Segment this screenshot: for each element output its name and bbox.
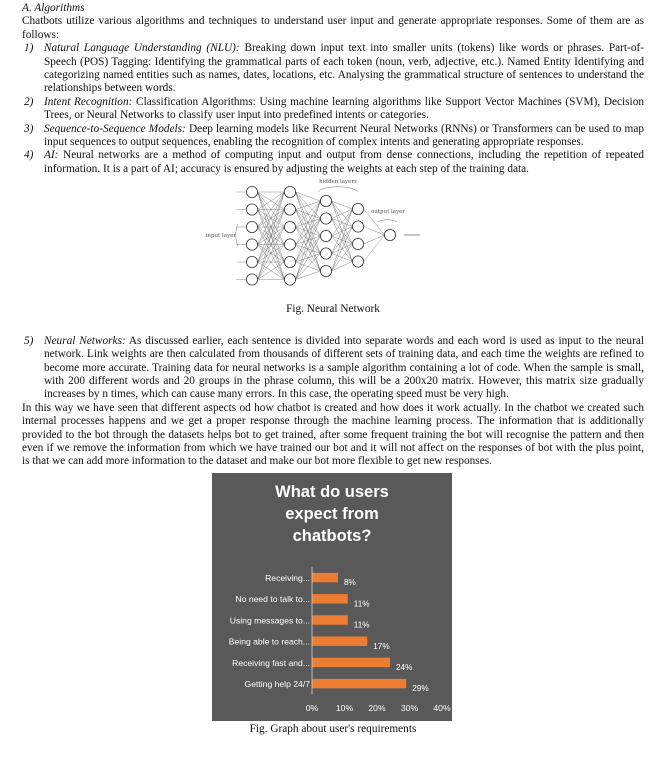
nn-connection: [296, 236, 321, 280]
data-bar: [312, 615, 348, 625]
category-label: Getting help 24/7: [244, 678, 310, 689]
input-node: [246, 187, 257, 198]
item-number: 3): [24, 122, 34, 135]
figure-caption: Fig. Neural Network: [286, 303, 380, 316]
nn-connection: [296, 201, 321, 280]
paper-page: [22, 2, 644, 736]
data-bar: [312, 594, 348, 604]
item-term: Sequence-to-Sequence Models:: [44, 122, 186, 135]
category-label: Using messages to...: [229, 615, 310, 626]
nn-connection: [296, 192, 321, 201]
item-term: Intent Recognition:: [44, 95, 133, 108]
item-text: As discussed earlier, each sentence is divided into separate words and each word is used as input to the neural network. Link weights are then calculated from thousands of different sets of training data, and each time the weights are refined to become more accurate. Training data for neural networks is a sample algorithm containing a lot of code. When the sample is small, with 200 different words and 20 groups in the phrase column, this will be a 200x20 matrix. However, this matrix size gradually increases by n times, which can cause many errors. In this case, the operating speed must be very high.: [44, 334, 644, 401]
input-node: [246, 204, 257, 215]
x-tick-label: 0%: [305, 702, 319, 713]
item-number: 1): [24, 42, 34, 55]
input-node: [246, 274, 257, 285]
hidden-node: [284, 222, 295, 233]
item-text: Classification Algorithms: Using machine learning algorithms like Support Vector Machines (SVM), Decision Trees, or Neural Networks to classify user input into predefined intents or categories.: [44, 95, 644, 122]
intro-paragraph: Chatbots utilize various algorithms and techniques to understand user input and generate appropriate responses. Some of them are as follows:: [22, 15, 644, 41]
item-number: 5): [24, 334, 34, 347]
input-node: [246, 222, 257, 233]
data-label: 29%: [412, 683, 429, 693]
item-text: Deep learning models like Recurrent Neural Networks (RNNs) or Transformers can be used to map input sequences to output sequences, enabling the recognition of complex intents and generating appropriate responses.: [44, 122, 644, 149]
section-heading: A. Algorithms: [22, 2, 85, 14]
hidden-node: [320, 266, 331, 277]
hidden-node: [320, 196, 331, 207]
list-item: [22, 123, 644, 150]
neural-network-figure: [22, 179, 644, 301]
nn-connection: [364, 235, 385, 262]
hidden-node: [352, 256, 363, 267]
list-item: [22, 42, 644, 96]
data-bar: [312, 636, 367, 646]
nn-connection: [364, 227, 385, 236]
nn-connection: [296, 201, 321, 210]
nn-connection: [364, 235, 385, 244]
x-tick-label: 40%: [433, 702, 451, 713]
x-tick-label: 20%: [368, 702, 386, 713]
hidden-node: [352, 221, 363, 232]
data-label: 11%: [353, 620, 370, 630]
hidden-node: [284, 257, 295, 268]
algorithm-list-continued: [22, 335, 644, 402]
nn-connection: [296, 201, 321, 245]
chart-title-line: expect from: [285, 504, 379, 523]
chart-title-line: What do users: [275, 482, 389, 501]
category-label: No need to talk to...: [235, 593, 310, 604]
x-tick-label: 30%: [400, 702, 419, 713]
bar-chart: [212, 473, 452, 721]
nn-connection: [332, 227, 353, 272]
figure-caption: Fig. Graph about user's requirements: [249, 722, 417, 735]
hidden-node: [352, 239, 363, 250]
hidden-node: [320, 231, 331, 242]
item-term: Natural Language Understanding (NLU):: [44, 42, 240, 55]
input-node: [246, 239, 257, 250]
data-label: 17%: [373, 641, 390, 651]
output-bracket: [378, 220, 397, 222]
item-number: 2): [24, 95, 34, 108]
list-item: [22, 96, 644, 123]
closing-paragraph: In this way we have seen that different aspects od how chatbot is created and how does it work actually. In the chatbot we created such internal processes happens and we get a proper response through the machine learning process. The information that is additionally provided to the bot through the datasets helps bot to get trained, after some frequent training the bot will recognise the pattern and then even if we remove the information from which we have trained our bot and it will not affect on the responses of bot with the plus point, is that we can add more information to the dataset and make our bot more flexible to get new responses.: [22, 401, 644, 468]
output-layer-label: output layer: [370, 209, 406, 216]
input-node: [246, 257, 257, 268]
data-bar: [312, 573, 338, 583]
nn-connection: [332, 262, 353, 272]
hidden-node: [284, 274, 295, 285]
hidden-node: [284, 239, 295, 250]
item-text: Breaking down input text into smaller units (tokens) like words or phrases. Part-of-Speech (POS) Tagging: Identifying the grammatical parts of each token (noun, verb, adjective, etc.). Named Entity Identifying and categorizing named entities such as names, dates, locations, etc. Analysing the grammatical structure of sentences to understand the relationships between words.: [44, 42, 644, 95]
nn-connection: [296, 271, 321, 280]
item-text: Neural networks are a method of computing input and output from dense connections, including the repetition of repeated information. It is a part of AI; accuracy is ensured by adjusting the weights at each step of the training data.: [44, 149, 644, 175]
category-label: Receiving...: [265, 572, 310, 583]
hidden-node: [352, 204, 363, 215]
data-label: 24%: [396, 662, 413, 672]
chart-title-line: chatbots?: [292, 526, 372, 545]
nn-connection: [296, 219, 321, 280]
nn-connection: [296, 201, 321, 262]
item-number: 4): [24, 149, 34, 162]
data-bar: [312, 679, 406, 689]
input-bracket: [236, 224, 238, 246]
list-item: [22, 335, 644, 402]
data-label: 11%: [353, 599, 370, 609]
data-label: 8%: [344, 577, 356, 587]
hidden-node: [320, 248, 331, 259]
hidden-node: [320, 213, 331, 224]
hidden-node: [284, 187, 295, 198]
output-node: [384, 230, 395, 241]
user-expectations-chart: [212, 473, 452, 721]
input-layer-label: input layer: [205, 233, 236, 240]
data-bar: [312, 657, 390, 667]
item-term: AI:: [44, 149, 59, 162]
hidden-node: [284, 204, 295, 215]
hidden-layer-label: hidden layers: [319, 179, 357, 186]
category-label: Receiving fast and...: [232, 657, 310, 668]
nn-connection: [332, 209, 353, 254]
hidden-bracket: [318, 187, 358, 192]
x-tick-label: 10%: [335, 702, 354, 713]
item-term: Neural Networks:: [44, 334, 126, 347]
category-label: Being able to reach...: [228, 636, 310, 647]
neural-network-diagram: [198, 179, 428, 301]
list-item: [22, 149, 644, 176]
algorithm-list: [22, 42, 644, 176]
